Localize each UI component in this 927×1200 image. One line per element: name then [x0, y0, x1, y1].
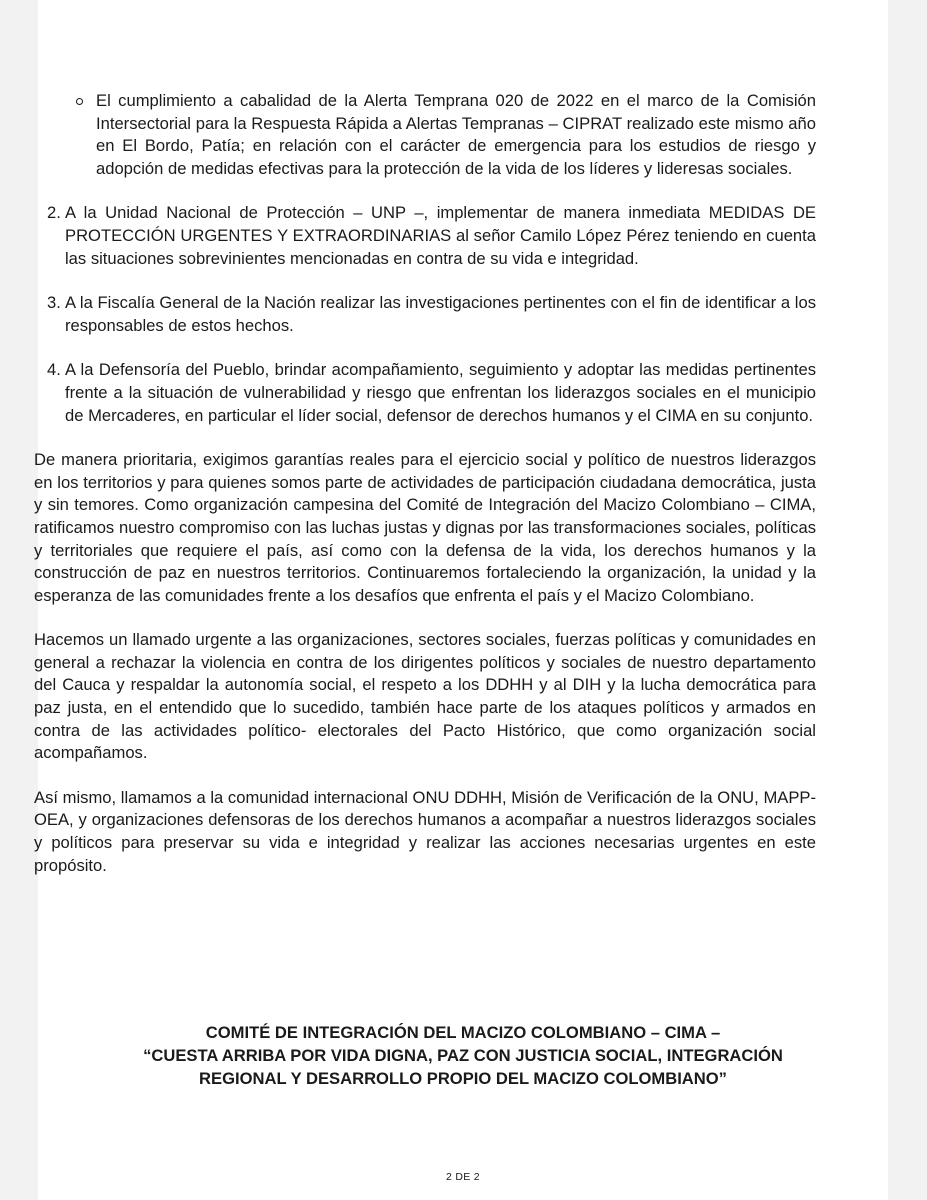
signature-block — [38, 1021, 888, 1090]
list-number: 4. — [47, 360, 61, 380]
list-item-text: A la Fiscalía General de la Nación realizar las investigaciones pertinentes con el fin de identificar a los responsables de estos hechos. — [65, 293, 816, 335]
bullet-text: El cumplimiento a cabalidad de la Alerta Temprana 020 de 2022 en el marco de la Comisión Intersectorial para la Respuesta Rápida a Alertas Tempranas – CIPRAT realizado este mismo año en El Bordo, Patía; en relación con el carácter de emergencia para los estudios de riesgo y adopción de medidas efectivas para la protección de la vida de los líderes y lideresas sociales. — [96, 91, 816, 178]
signature-line-organization: COMITÉ DE INTEGRACIÓN DEL MACIZO COLOMBIANO – CIMA – — [205, 1023, 721, 1042]
list-item-3 — [47, 292, 816, 337]
hollow-bullet-icon — [76, 98, 83, 105]
paragraph-international-call: Así mismo, llamamos a la comunidad internacional ONU DDHH, Misión de Verificación de la ONU, MAPP-OEA, y organizaciones defensoras de los derechos humanos a acompañar a nuestros liderazgos sociales y políticos para preservar su vida e integridad y realizar las acciones necesarias urgentes en este propósito. — [34, 787, 816, 875]
list-number: 2. — [47, 203, 61, 223]
list-item-bullet — [96, 90, 816, 180]
paragraph-urgent-call: Hacemos un llamado urgente a las organizaciones, sectores sociales, fuerzas políticas y comunidades en general a rechazar la violencia en contra de los dirigentes políticos y sociales de nuestro departamento del Cauca y respaldar la autonomía social, el respeto a los DDHH y al DIH y la lucha democrática para paz justa, en el entendido que lo sucedido, también hace parte de los ataques políticos y armados en contra de las actividades político- electorales del Pacto Histórico, que como organización social acompañamos. — [34, 630, 816, 763]
document-body — [34, 90, 816, 877]
list-item-2 — [47, 202, 816, 270]
list-item-4 — [47, 359, 816, 427]
list-number: 3. — [47, 293, 61, 313]
list-item-text: A la Defensoría del Pueblo, brindar acompañamiento, seguimiento y adoptar las medidas pertinentes frente a la situación de vulnerabilidad y riesgo que enfrentan los liderazgos sociales en el municipio de Mercaderes, en particular el líder social, defensor de derechos humanos y el CIMA en su conjunto. — [65, 360, 816, 425]
paragraph-guarantees: De manera prioritaria, exigimos garantías reales para el ejercicio social y político de nuestros liderazgos en los territorios y para quienes somos parte de actividades de participación ciudadana democrática, justa y sin temores. Como organización campesina del Comité de Integración del Macizo Colombiano – CIMA, ratificamos nuestro compromiso con las luchas justas y dignas por las transformaciones sociales, políticas y territoriales que requiere el país, así como con la defensa de la vida, los derechos humanos y la construcción de paz en nuestros territorios. Continuaremos fortaleciendo la organización, la unidad y la esperanza de las comunidades frente a los desafíos que enfrenta el país y el Macizo Colombiano. — [34, 450, 816, 605]
signature-line-motto-2: REGIONAL Y DESARROLLO PROPIO DEL MACIZO COLOMBIANO” — [199, 1069, 727, 1088]
signature-line-motto-1: “CUESTA ARRIBA POR VIDA DIGNA, PAZ CON JUSTICIA SOCIAL, INTEGRACIÓN — [143, 1046, 783, 1065]
page-number: 2 DE 2 — [446, 1171, 480, 1183]
list-item-text: A la Unidad Nacional de Protección – UNP –, implementar de manera inmediata MEDIDAS DE PROTECCIÓN URGENTES Y EXTRAORDINARIAS al señor Camilo López Pérez teniendo en cuenta las situaciones sobrevinientes mencionadas en contra de su vida e integridad. — [65, 203, 816, 268]
